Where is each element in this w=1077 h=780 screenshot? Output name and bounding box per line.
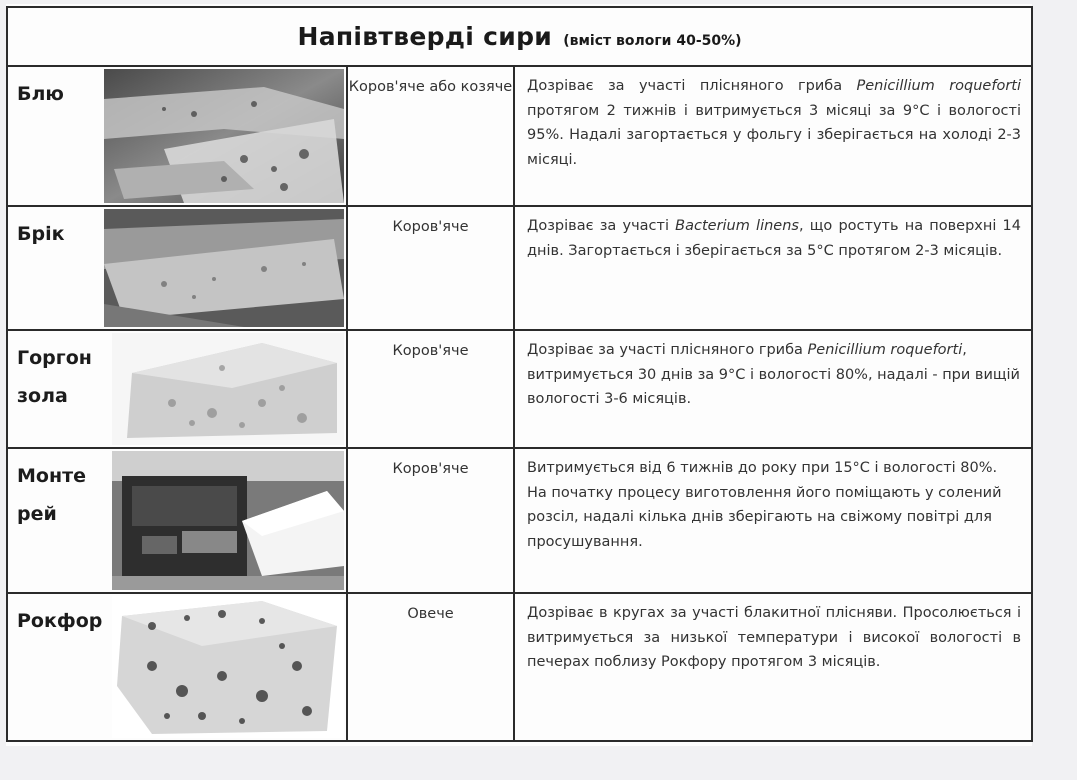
milk-type: Коров'яче [347, 448, 514, 593]
cheese-description: Витримується від 6 тижнів до року при 15°C і вологості 80%. На початку процесу виготовлення його поміщають у солений розсіл, надалі кілька днів зберігають на свіжому повітрі для просушування. [514, 448, 1032, 593]
table-row [7, 66, 1032, 206]
cheese-description: Дозріває за участі плісняного гриба Penicillium roqueforti протягом 2 тижнів і витримується 3 місяці за 9°C і вологості 95%. Надалі загортається у фольгу і зберігається на холоді 2-3 місяці. [514, 66, 1032, 206]
milk-type: Коров'яче [347, 206, 514, 330]
milk-type: Коров'яче [347, 330, 514, 448]
cheese-table [6, 6, 1033, 742]
cheese-name-cell [7, 206, 347, 330]
table-row [7, 206, 1032, 330]
table-title-cell [7, 7, 1032, 66]
cheese-description: Дозріває за участі плісняного гриба Penicillium roqueforti, витримується 30 днів за 9°C і вологості 80%, надалі - при вищій вологості 3-6 місяців. [514, 330, 1032, 448]
cheese-name-cell [7, 448, 347, 593]
cheese-name-cell [7, 330, 347, 448]
cheese-photo-gorgonzola [112, 333, 344, 445]
cheese-photo-roquefort [112, 596, 344, 738]
cheese-name-cell [7, 66, 347, 206]
table-row [7, 593, 1032, 741]
milk-type: Коров'яче або козяче [347, 66, 514, 206]
cheese-name-cell [7, 593, 347, 741]
cheese-name: Блю [17, 83, 64, 105]
table-subtitle: (вміст вологи 40-50%) [563, 33, 742, 49]
cheese-photo-blue [104, 69, 344, 203]
cheese-description: Дозріває за участі Bacterium linens, що ростуть на поверхні 14 днів. Загортається і зберігається за 5°C протягом 2-3 місяців. [514, 206, 1032, 330]
cheese-name: Брік [17, 223, 65, 245]
table-row [7, 448, 1032, 593]
milk-type: Овече [347, 593, 514, 741]
cheese-name: Рокфор [17, 610, 103, 632]
cheese-photo-monterey [112, 451, 344, 590]
cheese-description: Дозріває в кругах за участі блакитної плісняви. Просолюється і витримується за низької температури і високої вологості в печерах поблизу Рокфору протягом 3 місяців. [514, 593, 1032, 741]
table-title: Напівтверді сири [297, 22, 553, 51]
cheese-photo-brick [104, 209, 344, 327]
cheese-name: Монте рей [17, 465, 86, 525]
cheese-name: Горгон зола [17, 347, 92, 407]
table-row [7, 330, 1032, 448]
table-header-row [7, 7, 1032, 66]
